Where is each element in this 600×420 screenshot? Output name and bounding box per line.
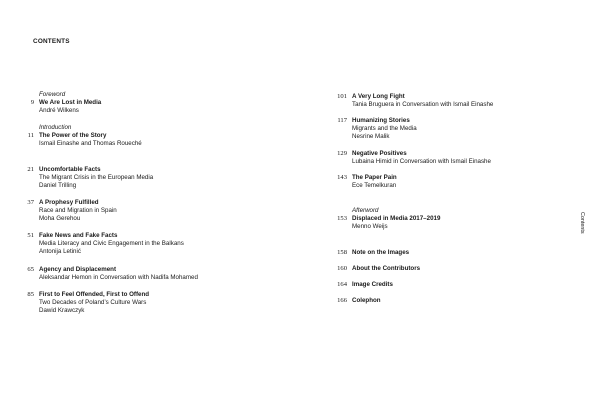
toc-entry-title[interactable]: Fake News and Fake Facts (39, 232, 118, 239)
toc-entry-subline: Lubaina Himid in Conversation with Ismail Einashe (352, 157, 491, 165)
toc-page-number: 21 (27, 166, 34, 173)
toc-entry-subline: Migrants and the Media (352, 124, 417, 132)
toc-page-number: 85 (27, 291, 34, 298)
toc-page-number: 37 (27, 199, 34, 206)
toc-entry-title[interactable]: Negative Positives (352, 150, 407, 157)
toc-page-number: 65 (27, 266, 34, 273)
toc-entry-subline: Ece Temelkuran (352, 181, 397, 189)
toc-entry-title[interactable]: The Power of the Story (39, 131, 107, 139)
toc-entry-subline: Dawid Krawczyk (39, 306, 85, 314)
toc-entry-subline: Two Decades of Poland’s Culture Wars (39, 298, 147, 306)
toc-page-number: 11 (27, 131, 34, 139)
toc-entry-subline: Media Literacy and Civic Engagement in the Balkans (39, 239, 184, 247)
toc-entry-title[interactable]: Agency and Displacement (39, 266, 117, 273)
toc-entry-title[interactable]: Humanizing Stories (352, 117, 410, 124)
toc-entry-title[interactable]: Note on the Images (352, 249, 410, 256)
toc-page-number: 51 (27, 232, 34, 239)
toc-entry-subline: Antonija Letinić (39, 247, 81, 255)
toc-entry-subline: Tania Bruguera in Conversation with Ismail Einashe (352, 100, 494, 108)
toc-section-label: Introduction (39, 124, 72, 131)
toc-page-number: 160 (337, 265, 347, 272)
toc-entry-subline: Ismail Einashe and Thomas Roueché (39, 139, 142, 147)
toc-section-label: Foreword (39, 91, 66, 98)
toc-entry-title[interactable]: A Very Long Fight (352, 93, 405, 100)
toc-entry-title[interactable]: Displaced in Media 2017–2019 (352, 214, 441, 222)
toc-entry-title[interactable]: About the Contributors (352, 265, 421, 272)
toc-entry-title[interactable]: Uncomfortable Facts (39, 166, 101, 173)
toc-entry-subline: Daniel Trilling (39, 181, 77, 189)
toc-page-number: 117 (337, 117, 347, 124)
toc-entry-subline: André Wilkens (39, 106, 79, 114)
toc-entry-title[interactable]: We Are Lost in Media (39, 98, 102, 106)
toc-entry-subline: Aleksandar Hemon in Conversation with Nadifa Mohamed (39, 273, 198, 281)
toc-page-number: 153 (337, 214, 347, 222)
toc-page-number: 166 (337, 297, 347, 304)
page-heading: CONTENTS (33, 38, 70, 45)
toc-entry-subline: The Migrant Crisis in the European Media (39, 173, 154, 181)
toc-page-number: 143 (337, 174, 347, 181)
toc-entry-subline: Menno Weijs (352, 222, 388, 230)
toc-entry-title[interactable]: The Paper Pain (352, 174, 397, 181)
side-tab-label: Contents (579, 212, 585, 234)
toc-entry-title[interactable]: A Prophesy Fulfilled (39, 199, 99, 206)
toc-page-number: 158 (337, 249, 347, 256)
toc-entry-subline: Nesrine Malik (352, 132, 390, 140)
toc-entry-title[interactable]: First to Feel Offended, First to Offend (39, 291, 150, 298)
toc-entry-subline: Race and Migration in Spain (39, 206, 117, 214)
toc-section-label: Afterword (352, 207, 379, 214)
toc-page-number: 101 (337, 93, 347, 100)
toc-entry-subline: Moha Gerehou (39, 214, 81, 222)
toc-entry-title[interactable]: Colephon (352, 297, 381, 304)
toc-entry-title[interactable]: Image Credits (352, 281, 393, 288)
toc-page-number: 129 (337, 150, 347, 157)
toc-page-number: 9 (30, 98, 34, 106)
toc-page-number: 164 (337, 281, 347, 288)
